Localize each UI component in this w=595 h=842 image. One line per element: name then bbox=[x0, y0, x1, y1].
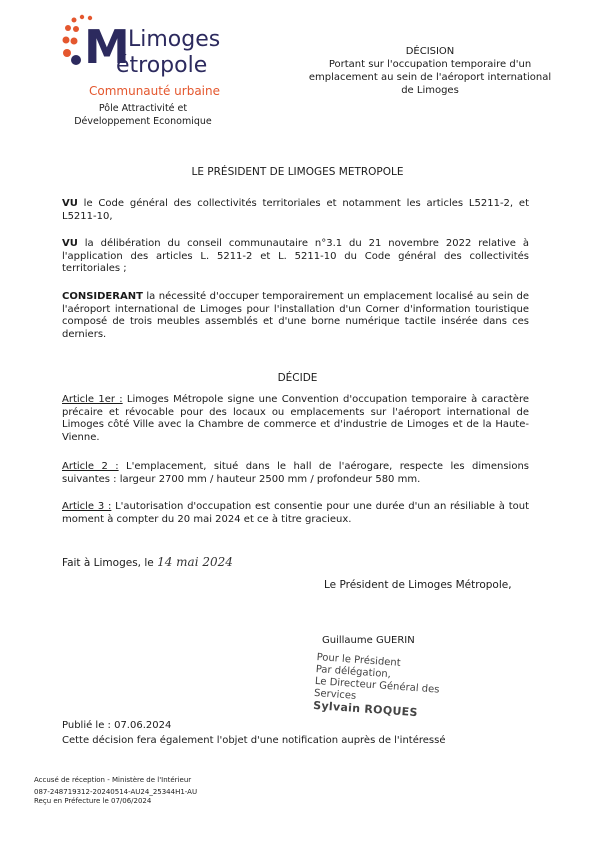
consideration-text: le Code général des collectivités territoriales et notamment les articles L5211-2, et L5211-10, bbox=[62, 198, 529, 222]
place-date-line bbox=[62, 555, 233, 569]
stamp-name: Sylvain ROQUES bbox=[312, 698, 419, 720]
stamp-line-3: Le Directeur Général des Services bbox=[313, 675, 440, 702]
decision-subtitle-3: de Limoges bbox=[401, 85, 459, 96]
department-line-2: Développement Economique bbox=[74, 116, 212, 127]
consideration-keyword: VU bbox=[62, 198, 78, 209]
logo-letter-m: M bbox=[84, 20, 128, 74]
handwritten-date: 14 mai 2024 bbox=[157, 555, 233, 569]
decision-title: DÉCISION bbox=[405, 46, 455, 57]
article-3 bbox=[62, 501, 529, 526]
department-line-1: Pôle Attractivité et bbox=[98, 103, 188, 114]
department-label bbox=[62, 102, 224, 128]
article-2 bbox=[62, 461, 529, 486]
president-heading: LE PRÉSIDENT DE LIMOGES METROPOLE bbox=[191, 166, 404, 178]
decision-header bbox=[290, 45, 570, 97]
notification-note: Cette décision fera également l'objet d'une notification auprès de l'intéressé bbox=[62, 735, 446, 746]
stamp-line-2: Par délégation, bbox=[315, 663, 392, 681]
article-text: L'autorisation d'occupation est consentie pour une durée d'un an résiliable à tout moment à compter du 20 mai 2024 et ce à titre gracieux. bbox=[62, 501, 529, 525]
signatory-name: Guillaume GUERIN bbox=[322, 635, 415, 646]
consideration-1 bbox=[62, 198, 529, 223]
article-1 bbox=[62, 394, 529, 444]
consideration-keyword: VU bbox=[62, 238, 78, 249]
consideration-3 bbox=[62, 291, 529, 341]
decision-subtitle-2: emplacement au sein de l'aéroport international bbox=[308, 72, 552, 83]
delegation-stamp bbox=[313, 652, 487, 724]
article-text: L'emplacement, situé dans le hall de l'aérogare, respecte les dimensions suivantes : largeur 2700 mm / hauteur 2500 mm / profondeur 580 mm. bbox=[62, 461, 529, 485]
logo-word-limoges: Limoges bbox=[128, 27, 221, 52]
signatory-role: Le Président de Limoges Métropole, bbox=[324, 579, 512, 591]
article-label: Article 3 : bbox=[62, 501, 112, 512]
article-text: Limoges Métropole signe une Convention d'occupation temporaire à caractère précaire et révocable pour des locaux ou emplacements sur l'aéroport international de Limoges côté Ville avec la Chambre de commerce et d'industrie de Limoges et de la Haute-Vienne. bbox=[62, 394, 529, 443]
consideration-text: la délibération du conseil communautaire n°3.1 du 21 novembre 2022 relative à l'application des articles L. 5211-2 et L. 5211-10 du Code général des collectivités territoriales ; bbox=[62, 238, 529, 275]
decision-subtitle-1: Portant sur l'occupation temporaire d'un bbox=[328, 59, 532, 70]
consideration-keyword: CONSIDERANT bbox=[62, 291, 143, 302]
article-label: Article 2 : bbox=[62, 461, 119, 472]
place-prefix: Fait à Limoges, le bbox=[62, 557, 154, 569]
article-label: Article 1er : bbox=[62, 394, 123, 405]
logo-tagline: Communauté urbaine bbox=[89, 84, 221, 98]
consideration-2 bbox=[62, 238, 529, 276]
logo-word-metropole: étropole bbox=[116, 53, 208, 78]
footer-line-3: Reçu en Préfecture le 07/06/2024 bbox=[34, 797, 152, 805]
decide-heading: DÉCIDE bbox=[277, 372, 318, 384]
stamp-line-1: Pour le Président bbox=[316, 652, 401, 669]
footer-line-2: 087-248719312-20240514-AU24_25344H1-AU bbox=[34, 788, 198, 796]
footer-line-1: Accusé de réception - Ministère de l'Intérieur bbox=[34, 776, 192, 784]
publication-date: Publié le : 07.06.2024 bbox=[62, 720, 172, 731]
consideration-text: la nécessité d'occuper temporairement un emplacement localisé au sein de l'aéroport international de Limoges pour l'installation d'un Corner d'information touristique composé de trois meubles assemblés et d'une borne numérique tactile insérée dans ces derniers. bbox=[62, 291, 529, 340]
